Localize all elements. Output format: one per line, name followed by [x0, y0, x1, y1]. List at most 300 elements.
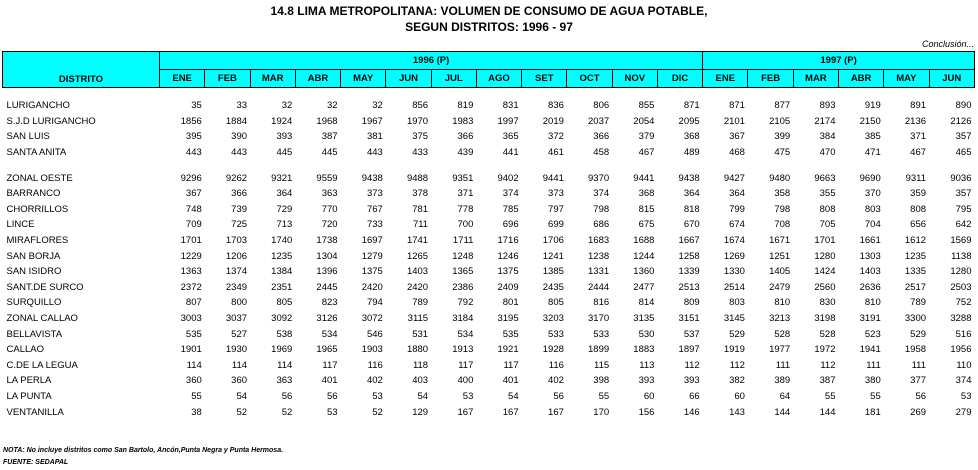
- value-cell: 116: [367, 359, 383, 371]
- value-cell: 401: [321, 375, 338, 387]
- district-name: LINCE: [6, 219, 35, 231]
- value-cell: 1303: [859, 250, 881, 262]
- value-cell: 2560: [814, 281, 836, 293]
- value-cell: 675: [638, 219, 655, 231]
- value-cell: 365: [502, 131, 519, 143]
- value-cell: 402: [548, 375, 564, 387]
- table-row: [3, 373, 975, 389]
- value-cell: 3288: [950, 313, 972, 325]
- value-cell: 534: [321, 328, 338, 340]
- value-cell: 387: [819, 375, 836, 387]
- value-cell: 808: [910, 203, 927, 215]
- value-cell: 1280: [814, 250, 836, 262]
- value-cell: 56: [326, 390, 338, 402]
- district-name: LA PUNTA: [6, 390, 52, 402]
- value-cell: 118: [412, 359, 429, 371]
- value-cell: 527: [231, 328, 248, 340]
- table-row: [3, 248, 975, 264]
- month-header-1997-mar: MAR: [793, 70, 838, 88]
- month-header-1996-ene: ENE: [160, 70, 205, 88]
- value-cell: 814: [638, 297, 655, 309]
- value-cell: 533: [593, 328, 610, 340]
- district-name: CHORRILLOS: [6, 203, 69, 215]
- value-cell: 9321: [271, 172, 293, 184]
- value-cell: 112: [684, 359, 700, 371]
- value-cell: 3191: [859, 313, 881, 325]
- table-row: [3, 389, 975, 405]
- value-cell: 810: [864, 297, 881, 309]
- value-cell: 1251: [769, 250, 791, 262]
- district-name: SURQUILLO: [6, 297, 62, 309]
- value-cell: 2477: [633, 281, 655, 293]
- table-row: [3, 129, 975, 145]
- table-body: [3, 88, 975, 420]
- value-cell: 52: [372, 406, 383, 418]
- value-cell: 792: [457, 297, 474, 309]
- table-title: 14.8 LIMA METROPOLITANA: VOLUMEN DE CONSUMO DE AGUA POTABLE,: [270, 4, 708, 18]
- value-cell: 393: [276, 131, 293, 143]
- value-cell: 2174: [814, 115, 836, 127]
- district-name: ZONAL CALLAO: [6, 313, 78, 325]
- value-cell: 393: [638, 375, 655, 387]
- value-cell: 893: [819, 100, 836, 112]
- value-cell: 805: [548, 297, 564, 309]
- value-cell: 528: [819, 328, 836, 340]
- value-cell: 9559: [316, 172, 338, 184]
- value-cell: 1716: [497, 235, 519, 247]
- value-cell: 3213: [769, 313, 791, 325]
- table-row: [3, 295, 975, 311]
- value-cell: 1688: [633, 235, 655, 247]
- value-cell: 1856: [180, 115, 202, 127]
- value-cell: 445: [276, 147, 293, 159]
- district-name: SANT.DE SURCO: [6, 281, 84, 293]
- value-cell: 385: [864, 131, 881, 143]
- value-cell: 381: [366, 131, 383, 143]
- value-cell: 767: [366, 203, 383, 215]
- value-cell: 2372: [180, 281, 202, 293]
- value-cell: 55: [870, 390, 881, 402]
- value-cell: 3072: [361, 313, 383, 325]
- value-cell: 1265: [406, 250, 429, 262]
- value-cell: 800: [231, 297, 248, 309]
- month-header-1996-nov: NOV: [612, 70, 657, 88]
- value-cell: 2386: [452, 281, 474, 293]
- note-text: NOTA: No incluye distritos como San Bartolo, Ancón,Punta Negra y Punta Hermosa.: [3, 447, 284, 454]
- value-cell: 443: [231, 147, 248, 159]
- value-cell: 789: [412, 297, 429, 309]
- value-cell: 871: [729, 100, 745, 112]
- value-cell: 1385: [542, 266, 564, 278]
- value-cell: 403: [412, 375, 429, 387]
- value-cell: 9438: [361, 172, 383, 184]
- value-cell: 1396: [316, 266, 338, 278]
- table-row: [3, 186, 975, 202]
- value-cell: 1972: [814, 344, 836, 356]
- value-cell: 433: [412, 147, 429, 159]
- value-cell: 1248: [452, 250, 474, 262]
- value-cell: 167: [502, 406, 519, 418]
- value-cell: 785: [502, 203, 519, 215]
- value-cell: 3184: [452, 313, 474, 325]
- value-cell: 1977: [769, 344, 791, 356]
- value-cell: 1339: [678, 266, 700, 278]
- month-header-1997-may: MAY: [884, 70, 929, 88]
- value-cell: 384: [819, 131, 836, 143]
- value-cell: 144: [774, 406, 791, 418]
- value-cell: 144: [819, 406, 836, 418]
- value-cell: 489: [683, 147, 700, 159]
- value-cell: 819: [457, 100, 474, 112]
- table-subtitle: SEGUN DISTRITOS: 1996 - 97: [405, 20, 573, 34]
- value-cell: 1235: [271, 250, 293, 262]
- value-cell: 686: [593, 219, 610, 231]
- month-header-1996-mar: MAR: [250, 70, 295, 88]
- value-cell: 530: [638, 328, 655, 340]
- value-cell: 9351: [452, 172, 474, 184]
- value-cell: 129: [412, 406, 429, 418]
- value-cell: 656: [910, 219, 927, 231]
- value-cell: 3037: [225, 313, 248, 325]
- spacer-row: [3, 88, 975, 99]
- district-name: BELLAVISTA: [6, 328, 63, 340]
- value-cell: 1258: [678, 250, 700, 262]
- value-cell: 9441: [542, 172, 564, 184]
- value-cell: 2101: [723, 115, 745, 127]
- value-cell: 1667: [678, 235, 700, 247]
- table-row: [3, 145, 975, 161]
- value-cell: 156: [638, 406, 655, 418]
- value-cell: 1424: [814, 266, 836, 278]
- value-cell: 357: [955, 131, 972, 143]
- value-cell: 1930: [225, 344, 248, 356]
- value-cell: 9488: [406, 172, 429, 184]
- value-cell: 877: [774, 100, 791, 112]
- value-cell: 537: [683, 328, 700, 340]
- district-name: LA PERLA: [6, 375, 52, 387]
- value-cell: 443: [185, 147, 202, 159]
- value-cell: 807: [185, 297, 202, 309]
- value-cell: 1683: [588, 235, 610, 247]
- value-cell: 52: [281, 406, 293, 418]
- value-cell: 1897: [678, 344, 700, 356]
- value-cell: 2435: [542, 281, 564, 293]
- value-cell: 377: [910, 375, 927, 387]
- value-cell: 1703: [225, 235, 248, 247]
- value-cell: 117: [458, 359, 474, 371]
- value-cell: 1706: [542, 235, 564, 247]
- value-cell: 364: [276, 188, 293, 200]
- value-cell: 789: [910, 297, 927, 309]
- table-row: [3, 264, 975, 280]
- water-consumption-table: [2, 51, 975, 420]
- value-cell: 770: [321, 203, 338, 215]
- value-cell: 372: [548, 131, 564, 143]
- value-cell: 374: [502, 188, 519, 200]
- value-cell: 2445: [316, 281, 338, 293]
- value-cell: 1384: [271, 266, 293, 278]
- value-cell: 114: [186, 359, 202, 371]
- value-cell: 2409: [497, 281, 519, 293]
- value-cell: 1740: [271, 235, 293, 247]
- value-cell: 806: [593, 100, 610, 112]
- value-cell: 357: [955, 188, 972, 200]
- value-cell: 402: [366, 375, 383, 387]
- value-cell: 467: [638, 147, 655, 159]
- district-name: SANTA ANITA: [6, 147, 67, 159]
- value-cell: 55: [824, 390, 836, 402]
- value-cell: 115: [594, 359, 610, 371]
- value-cell: 805: [276, 297, 293, 309]
- value-cell: 54: [417, 390, 429, 402]
- value-cell: 700: [457, 219, 474, 231]
- value-cell: 1269: [723, 250, 745, 262]
- value-cell: 360: [185, 375, 202, 387]
- value-cell: 1375: [361, 266, 383, 278]
- value-cell: 1967: [361, 115, 383, 127]
- value-cell: 60: [734, 390, 745, 402]
- district-name: ZONAL OESTE: [6, 172, 73, 184]
- value-cell: 9690: [859, 172, 881, 184]
- value-cell: 1738: [316, 235, 338, 247]
- footnotes: [3, 445, 283, 469]
- district-name: BARRANCO: [6, 188, 61, 200]
- value-cell: 1913: [452, 344, 474, 356]
- table-row: [3, 114, 975, 130]
- value-cell: 533: [548, 328, 564, 340]
- value-cell: 2054: [633, 115, 655, 127]
- value-cell: 371: [457, 188, 474, 200]
- value-cell: 373: [548, 188, 564, 200]
- value-cell: 2420: [361, 281, 383, 293]
- value-cell: 711: [412, 219, 429, 231]
- month-header-1997-jun: JUN: [929, 70, 974, 88]
- value-cell: 113: [639, 359, 655, 371]
- value-cell: 3126: [316, 313, 338, 325]
- value-cell: 816: [593, 297, 610, 309]
- value-cell: 2150: [859, 115, 881, 127]
- value-cell: 32: [326, 100, 338, 112]
- value-cell: 803: [729, 297, 745, 309]
- value-cell: 856: [412, 100, 429, 112]
- value-cell: 364: [683, 188, 700, 200]
- value-cell: 379: [638, 131, 655, 143]
- value-cell: 370: [864, 188, 881, 200]
- value-cell: 9480: [769, 172, 791, 184]
- value-cell: 535: [185, 328, 202, 340]
- value-cell: 9370: [588, 172, 610, 184]
- value-cell: 890: [955, 100, 972, 112]
- table-row: [3, 217, 975, 233]
- value-cell: 269: [910, 406, 927, 418]
- value-cell: 35: [191, 100, 202, 112]
- value-cell: 9311: [905, 172, 927, 184]
- value-cell: 2136: [904, 115, 927, 127]
- value-cell: 56: [915, 390, 927, 402]
- value-cell: 1280: [950, 266, 972, 278]
- value-cell: 1304: [316, 250, 338, 262]
- value-cell: 368: [683, 131, 700, 143]
- district-name: VENTANILLA: [6, 406, 64, 418]
- value-cell: 1246: [497, 250, 519, 262]
- value-cell: 1365: [452, 266, 474, 278]
- value-cell: 534: [457, 328, 474, 340]
- value-cell: 371: [910, 131, 927, 143]
- year-1997-header: 1997 (P): [703, 52, 975, 70]
- value-cell: 114: [231, 359, 248, 371]
- value-cell: 475: [774, 147, 791, 159]
- value-cell: 2513: [678, 281, 700, 293]
- value-cell: 32: [281, 100, 293, 112]
- value-cell: 535: [502, 328, 519, 340]
- value-cell: 366: [231, 188, 248, 200]
- value-cell: 810: [774, 297, 791, 309]
- value-cell: 831: [502, 100, 519, 112]
- value-cell: 393: [683, 375, 700, 387]
- district-name: SAN ISIDRO: [6, 266, 62, 278]
- value-cell: 729: [276, 203, 293, 215]
- district-name: SAN BORJA: [6, 250, 61, 262]
- value-cell: 382: [729, 375, 745, 387]
- value-cell: 117: [322, 359, 338, 371]
- value-cell: 699: [548, 219, 564, 231]
- table-row: [3, 280, 975, 296]
- value-cell: 367: [729, 131, 745, 143]
- value-cell: 3198: [814, 313, 836, 325]
- table-row: [3, 342, 975, 358]
- value-cell: 374: [955, 375, 972, 387]
- value-cell: 470: [819, 147, 836, 159]
- value-cell: 56: [553, 390, 564, 402]
- value-cell: 53: [372, 390, 383, 402]
- district-name: SAN LUIS: [6, 131, 50, 143]
- value-cell: 111: [866, 359, 881, 371]
- month-header-1996-abr: ABR: [295, 70, 340, 88]
- value-cell: 1701: [814, 235, 836, 247]
- value-cell: 373: [366, 188, 383, 200]
- value-cell: 709: [185, 219, 202, 231]
- district-name: LURIGANCHO: [6, 100, 70, 112]
- value-cell: 117: [503, 359, 519, 371]
- value-cell: 458: [593, 147, 610, 159]
- district-name: C.DE LA LEGUA: [6, 359, 78, 371]
- value-cell: 112: [820, 359, 836, 371]
- month-header-1996-feb: FEB: [205, 70, 250, 88]
- value-cell: 713: [276, 219, 293, 231]
- value-cell: 3300: [904, 313, 927, 325]
- value-cell: 364: [729, 188, 745, 200]
- table-row: [3, 202, 975, 218]
- value-cell: 471: [864, 147, 881, 159]
- value-cell: 1403: [406, 266, 429, 278]
- value-cell: 1138: [951, 250, 972, 262]
- value-cell: 2105: [769, 115, 791, 127]
- value-cell: 54: [508, 390, 519, 402]
- value-cell: 387: [321, 131, 338, 143]
- value-cell: 461: [548, 147, 564, 159]
- value-cell: 1674: [723, 235, 745, 247]
- value-cell: 3003: [180, 313, 202, 325]
- value-cell: 395: [185, 131, 202, 143]
- value-cell: 696: [502, 219, 519, 231]
- value-cell: 2351: [271, 281, 293, 293]
- value-cell: 538: [276, 328, 293, 340]
- value-cell: 358: [774, 188, 791, 200]
- value-cell: 2095: [678, 115, 700, 127]
- value-cell: 374: [593, 188, 610, 200]
- value-cell: 401: [502, 375, 519, 387]
- table-row: [3, 404, 975, 420]
- value-cell: 366: [593, 131, 610, 143]
- value-cell: 143: [729, 406, 745, 418]
- value-cell: 114: [277, 359, 293, 371]
- value-cell: 9036: [950, 172, 972, 184]
- value-cell: 1741: [406, 235, 429, 247]
- value-cell: 3115: [407, 313, 429, 325]
- value-cell: 546: [366, 328, 383, 340]
- value-cell: 1229: [180, 250, 202, 262]
- value-cell: 359: [910, 188, 927, 200]
- value-cell: 9438: [678, 172, 700, 184]
- value-cell: 1969: [271, 344, 293, 356]
- value-cell: 1880: [406, 344, 429, 356]
- value-cell: 181: [864, 406, 881, 418]
- value-cell: 116: [548, 359, 564, 371]
- value-cell: 33: [236, 100, 248, 112]
- value-cell: 1903: [361, 344, 383, 356]
- value-cell: 1697: [361, 235, 383, 247]
- value-cell: 2126: [950, 115, 972, 127]
- value-cell: 720: [321, 219, 338, 231]
- value-cell: 1244: [633, 250, 655, 262]
- value-cell: 1968: [316, 115, 338, 127]
- value-cell: 818: [683, 203, 700, 215]
- value-cell: 795: [955, 203, 972, 215]
- value-cell: 400: [457, 375, 474, 387]
- district-header: DISTRITO: [3, 52, 160, 88]
- value-cell: 523: [864, 328, 881, 340]
- value-cell: 56: [281, 390, 293, 402]
- value-cell: 1569: [950, 235, 972, 247]
- value-cell: 3170: [588, 313, 610, 325]
- value-cell: 55: [598, 390, 610, 402]
- value-cell: 441: [502, 147, 519, 159]
- value-cell: 798: [593, 203, 610, 215]
- value-cell: 375: [412, 131, 429, 143]
- value-cell: 778: [457, 203, 474, 215]
- value-cell: 781: [412, 203, 429, 215]
- value-cell: 465: [955, 147, 972, 159]
- value-cell: 445: [321, 147, 338, 159]
- value-cell: 815: [638, 203, 655, 215]
- value-cell: 1330: [723, 266, 745, 278]
- value-cell: 642: [955, 219, 972, 231]
- value-cell: 1924: [271, 115, 293, 127]
- value-cell: 836: [548, 100, 564, 112]
- month-header-1996-jul: JUL: [431, 70, 476, 88]
- value-cell: 53: [326, 406, 338, 418]
- value-cell: 2019: [542, 115, 564, 127]
- value-cell: 399: [774, 131, 791, 143]
- value-cell: 64: [779, 390, 791, 402]
- table-row: [3, 98, 975, 114]
- value-cell: 398: [593, 375, 610, 387]
- value-cell: 871: [683, 100, 700, 112]
- value-cell: 1919: [723, 344, 745, 356]
- value-cell: 528: [774, 328, 791, 340]
- value-cell: 3203: [542, 313, 564, 325]
- value-cell: 467: [910, 147, 927, 159]
